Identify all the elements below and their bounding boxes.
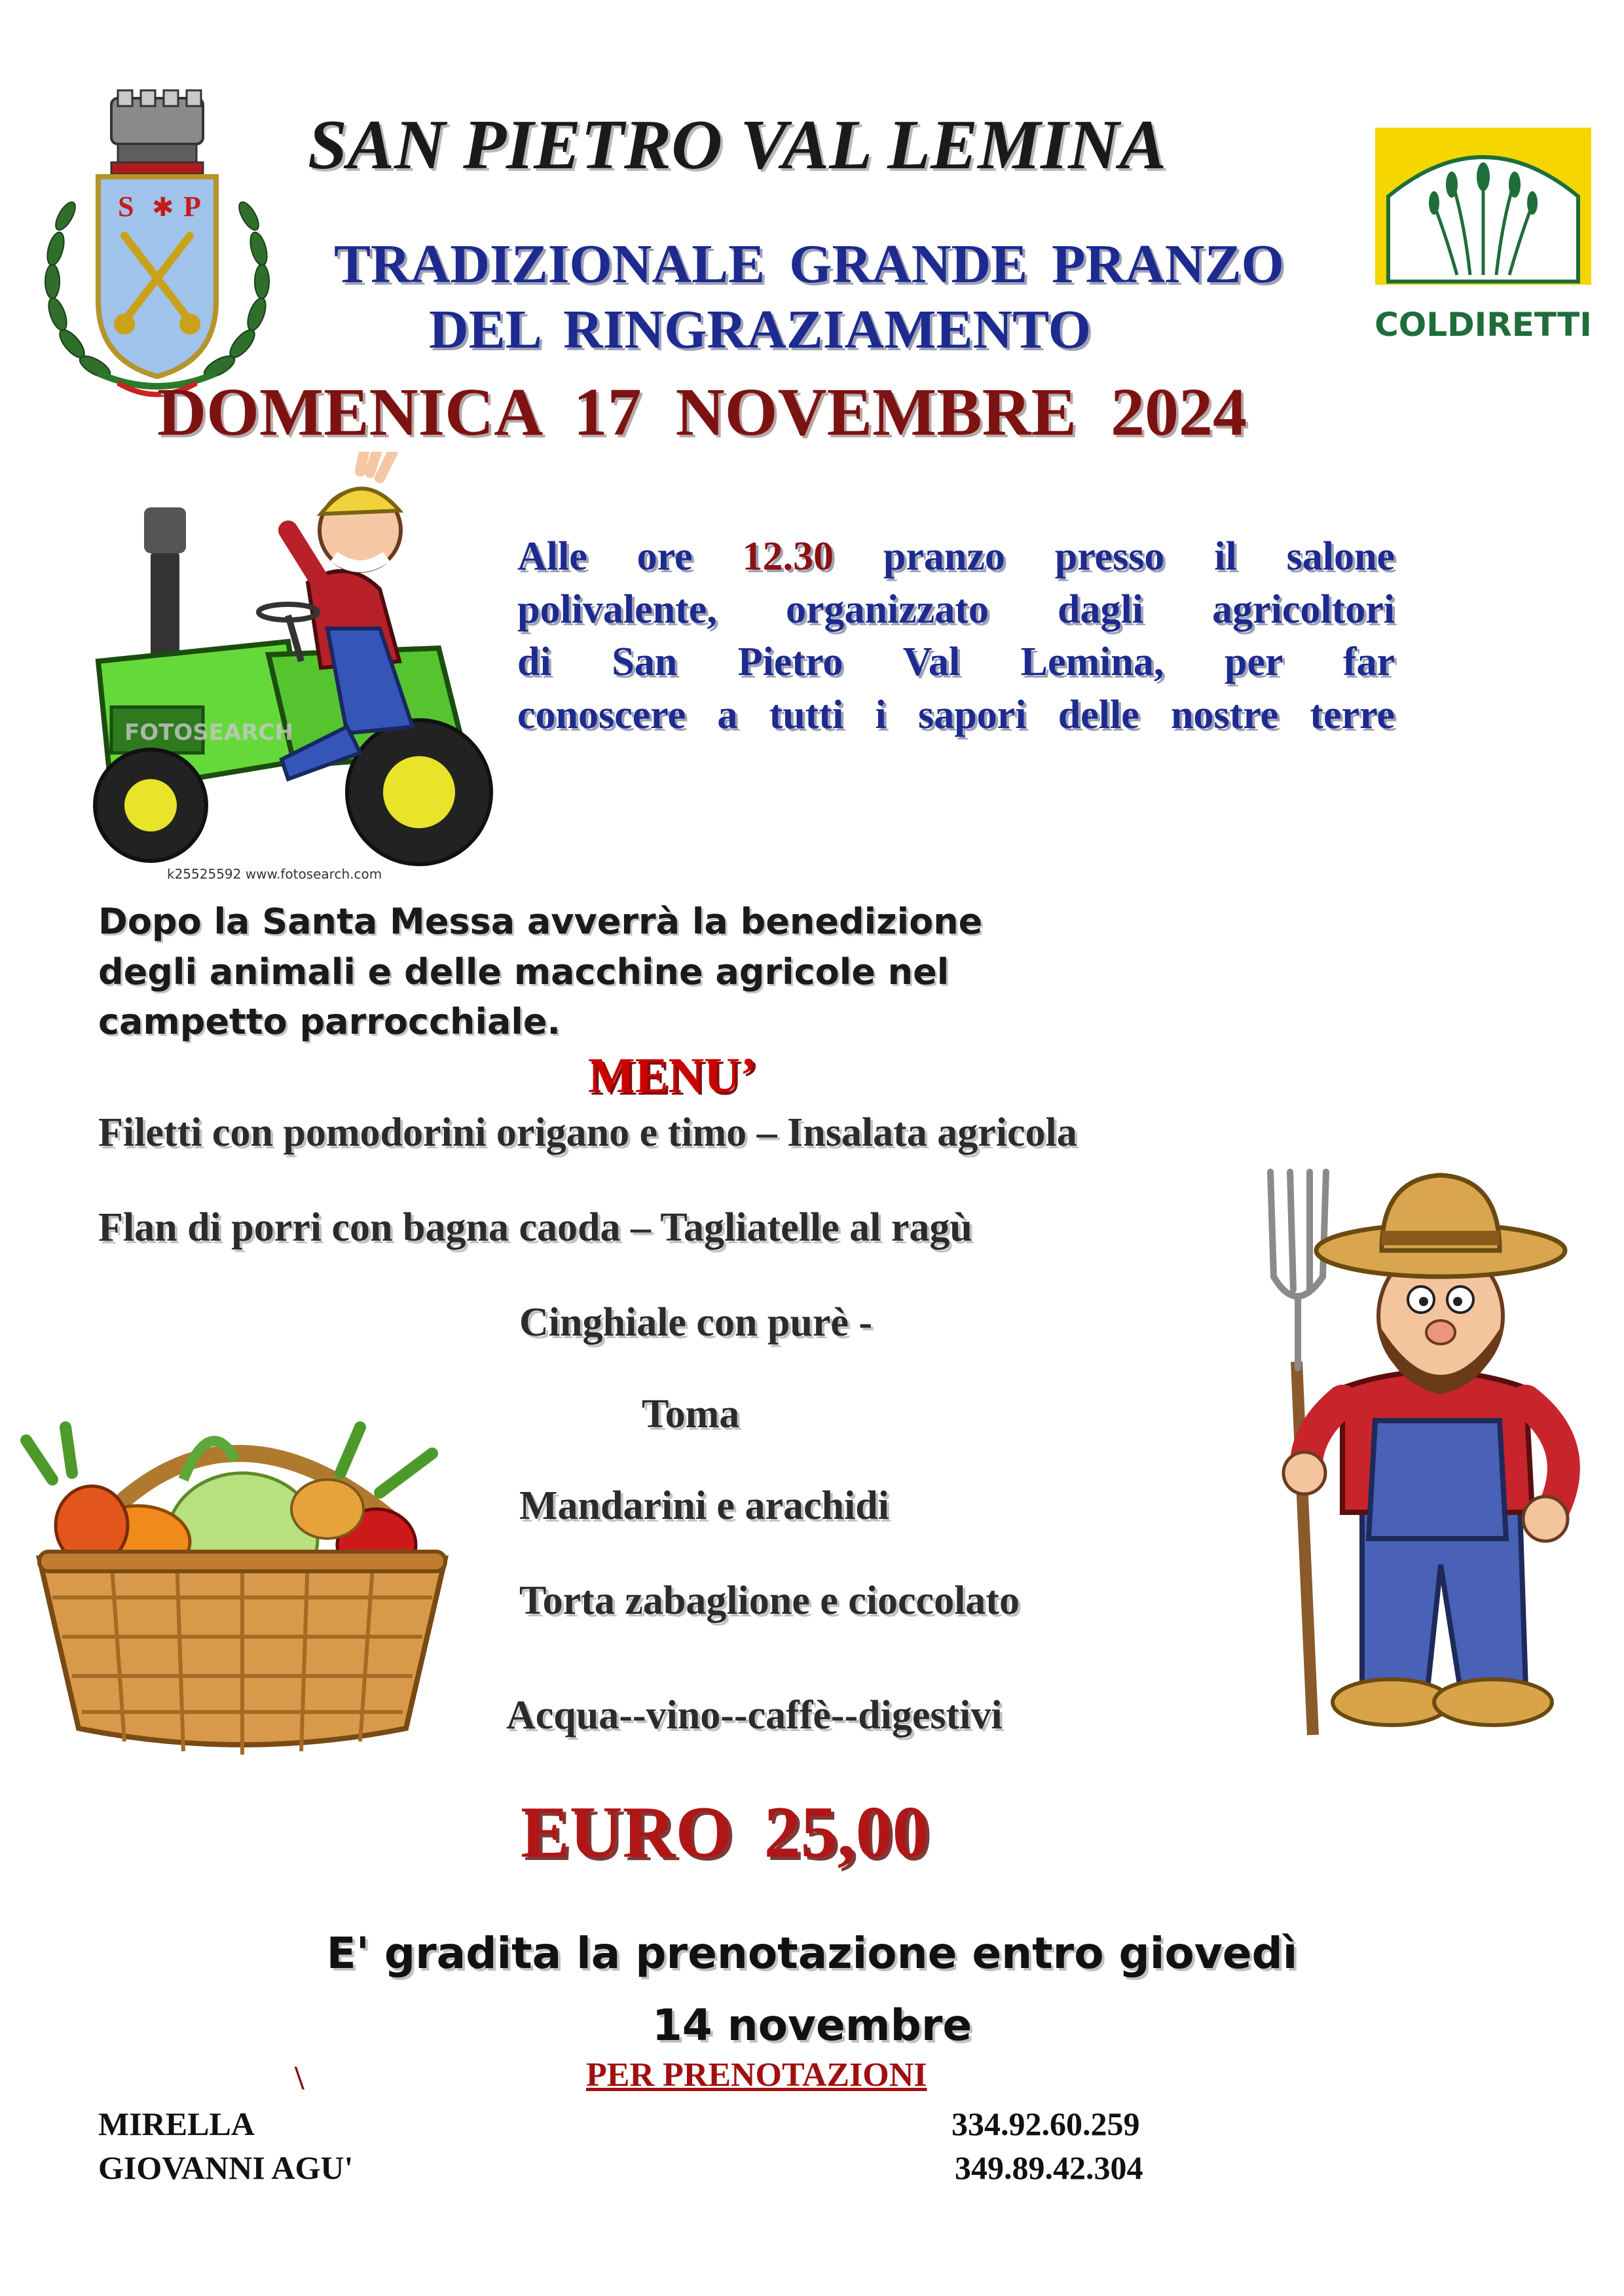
- contact-name: GIOVANNI AGU': [98, 2149, 354, 2186]
- coldiretti-name: COLDIRETTI: [1375, 306, 1592, 344]
- shield-letter-s: S: [118, 191, 134, 223]
- event-time: 12.30: [742, 534, 834, 579]
- booking-marker: \: [295, 2060, 304, 2097]
- blessing-line1: Dopo la Santa Messa avverrà la benedizione: [98, 901, 983, 942]
- booking-deadline-line1: E' gradita la prenotazione entro giovedì: [326, 1928, 1298, 1978]
- event-title-line2: DEL RINGRAZIAMENTO: [429, 299, 1091, 360]
- farmer-on-tractor-icon: [72, 452, 530, 871]
- contacts-heading: PER PRENOTAZIONI: [586, 2056, 927, 2094]
- intro-line2: polivalente, organizzato dagli agricoltori: [517, 587, 1395, 632]
- event-date: DOMENICA 17 NOVEMBRE 2024: [157, 374, 1247, 450]
- svg-text:✱: ✱: [152, 192, 174, 222]
- contact-phone: 334.92.60.259: [951, 2105, 1140, 2142]
- vegetable-basket-icon: [13, 1362, 471, 1768]
- menu-item: Cinghiale con purè -: [519, 1300, 873, 1345]
- coldiretti-logo: [1372, 124, 1595, 354]
- intro-line1: Alle ore 12.30 pranzo presso il salone: [517, 534, 1395, 579]
- menu-item: Toma: [642, 1392, 740, 1436]
- intro-line4: conoscere a tutti i sapori delle nostre terre: [517, 692, 1395, 737]
- blessing-line2: degli animali e delle macchine agricole nel: [98, 951, 950, 993]
- event-title-line1: TRADIZIONALE GRANDE PRANZO: [334, 234, 1284, 295]
- menu-item: Filetti con pomodorini origano e timo – Insalata agricola: [98, 1110, 1077, 1155]
- menu-item: Acqua--vino--caffè--digestivi: [506, 1693, 1003, 1738]
- wheat-shield-icon: [1372, 124, 1595, 288]
- intro-line3: di San Pietro Val Lemina, per far: [517, 640, 1395, 685]
- blessing-line3: campetto parrocchiale.: [98, 1001, 561, 1043]
- watermark-text: FOTOSEARCH: [124, 720, 293, 746]
- coat-of-arms-icon: [20, 85, 295, 412]
- image-caption: k25525592 www.fotosearch.com: [167, 866, 382, 882]
- price: EURO 25,00: [521, 1792, 929, 1873]
- intro-paragraph: [517, 530, 1395, 741]
- menu-item: Mandarini e arachidi: [519, 1484, 889, 1528]
- booking-deadline-line2: 14 novembre: [652, 2000, 972, 2050]
- shield-letter-p: P: [183, 191, 201, 223]
- contact-name: MIRELLA: [98, 2105, 255, 2142]
- tractor-illustration: [72, 452, 530, 897]
- menu-item: Flan di porri con bagna caoda – Tagliatelle al ragù: [98, 1205, 972, 1250]
- menu-heading: MENU’: [588, 1048, 757, 1103]
- blessing-note: [98, 897, 1120, 1048]
- town-title: SAN PIETRO VAL LEMINA: [308, 106, 1167, 184]
- farmer-with-pitchfork-icon: [1244, 1146, 1611, 1748]
- contact-phone: 349.89.42.304: [955, 2149, 1143, 2186]
- menu-item: Torta zabaglione e cioccolato: [519, 1578, 1020, 1623]
